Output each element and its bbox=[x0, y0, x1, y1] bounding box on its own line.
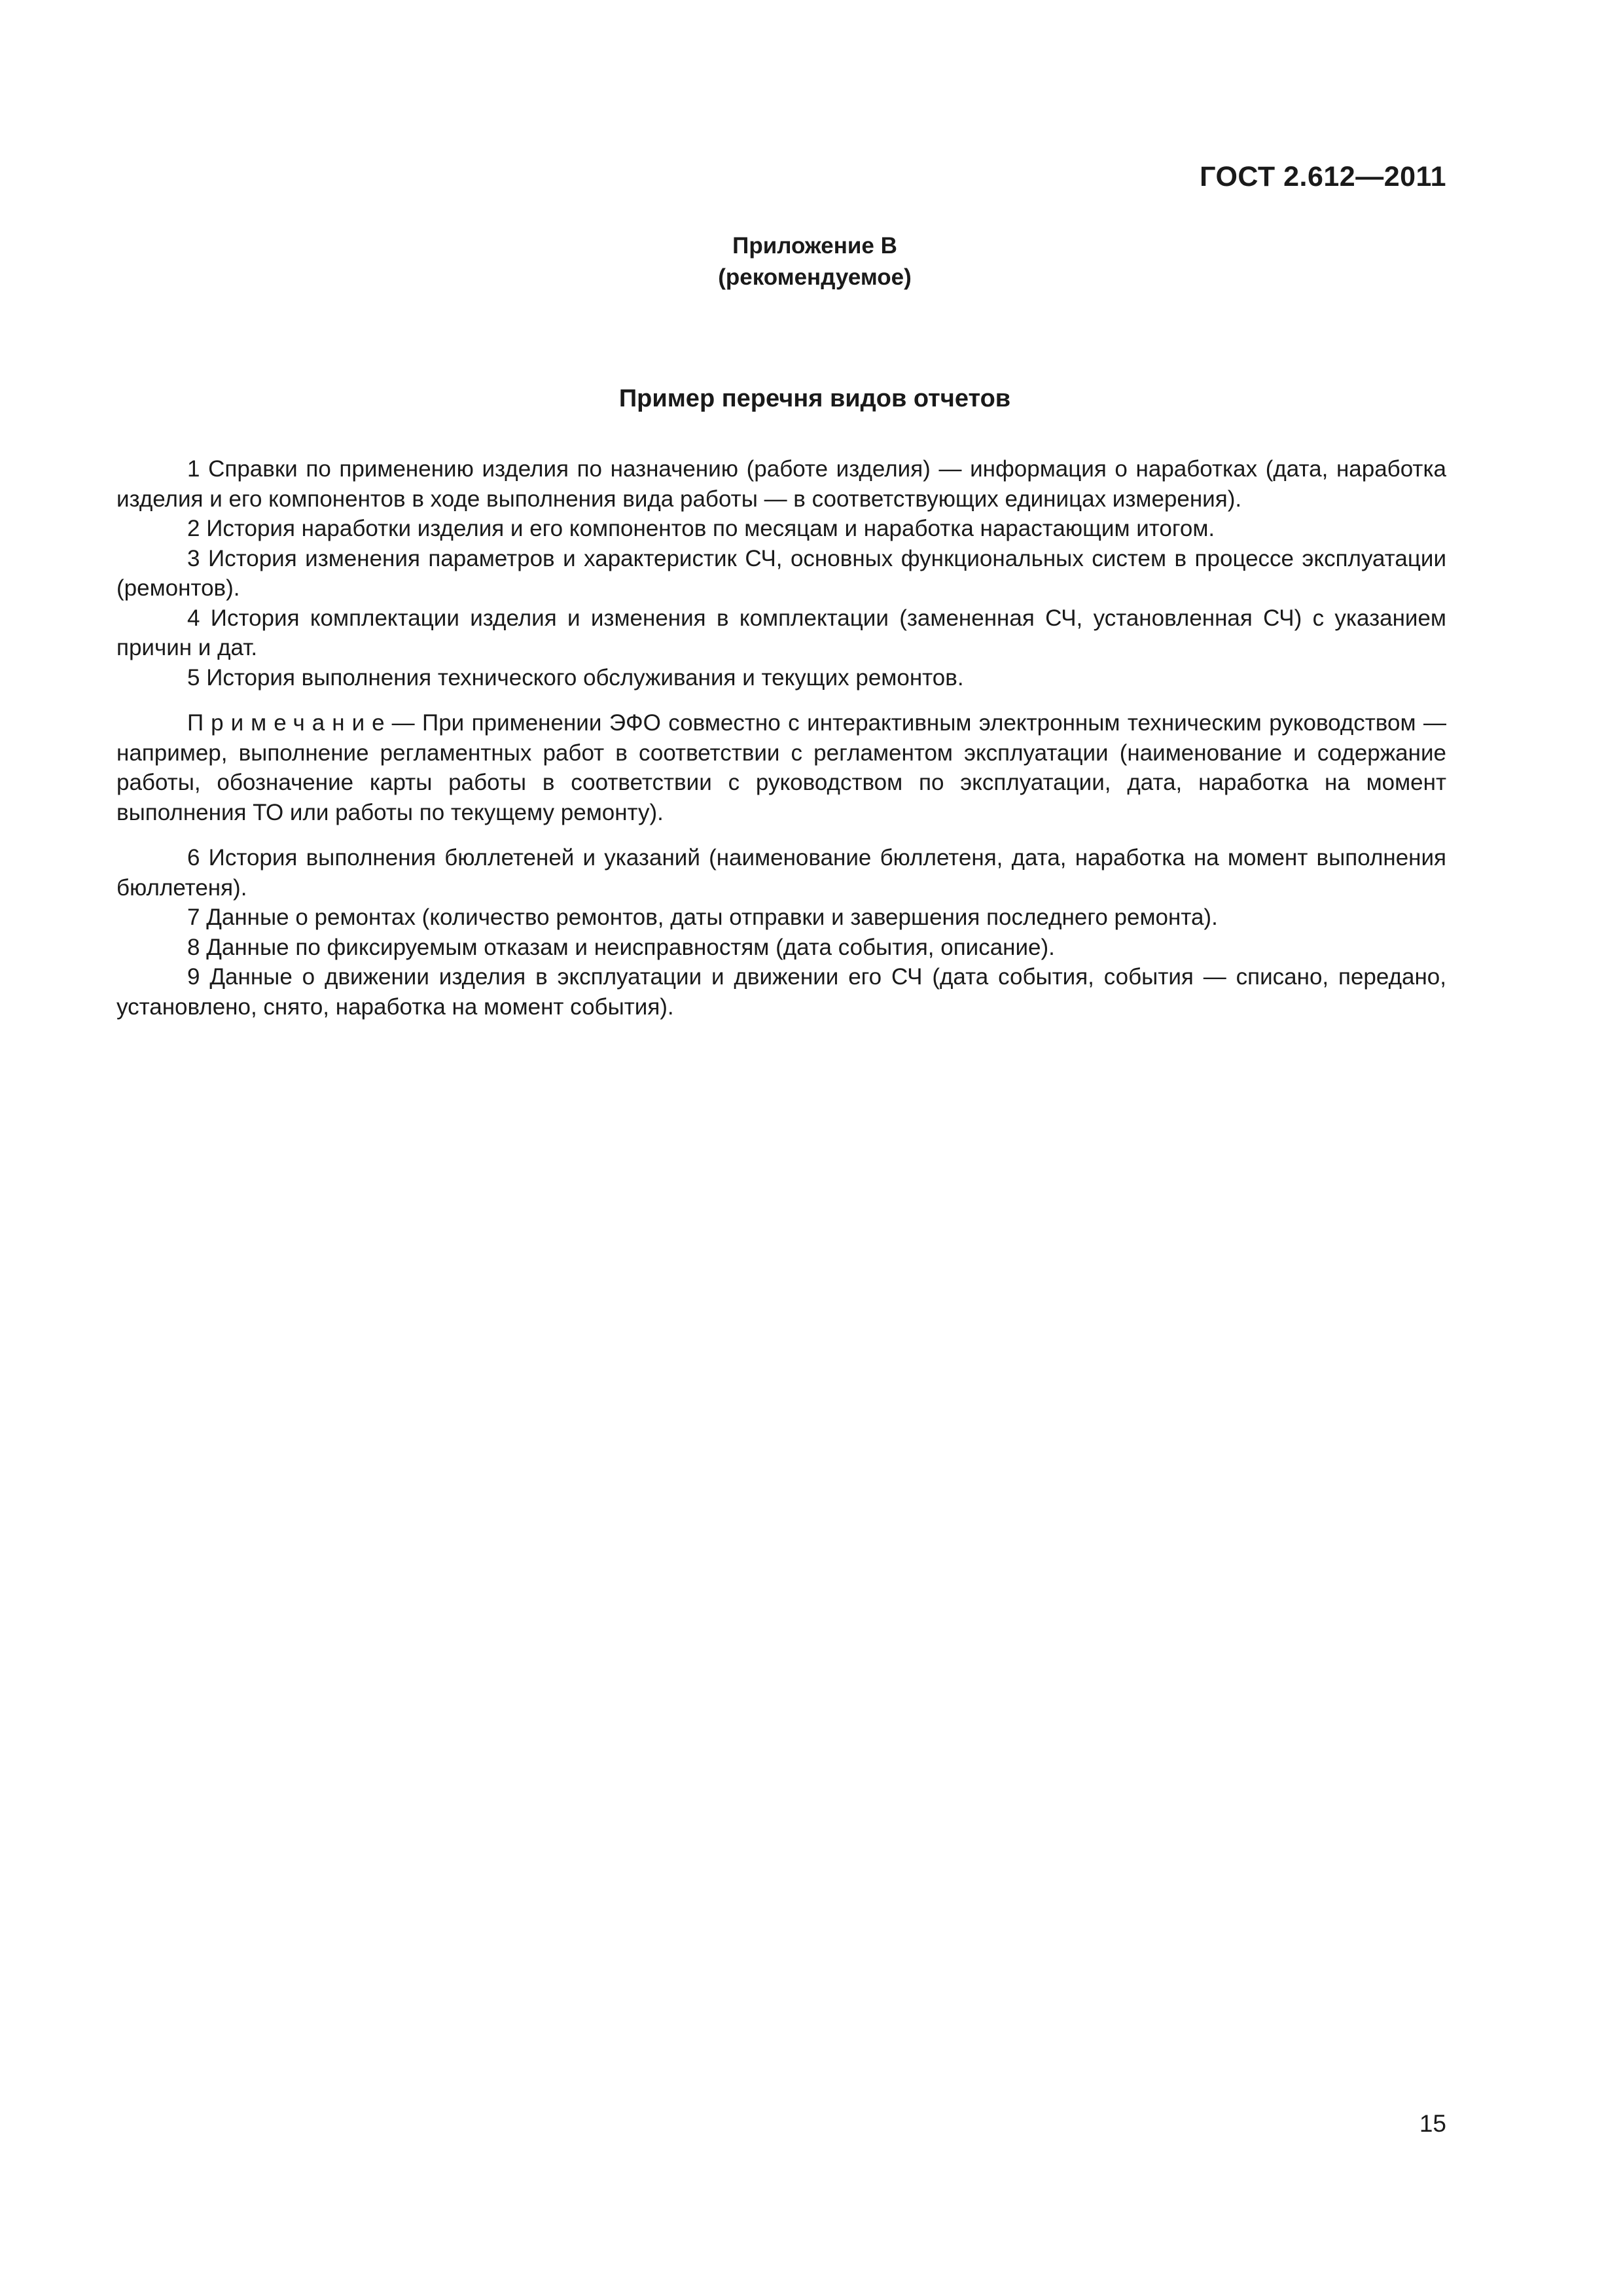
appendix-title: Приложение В bbox=[732, 233, 897, 259]
document-body bbox=[116, 454, 1446, 1022]
section-title: Пример перечня видов отчетов bbox=[618, 385, 1011, 412]
list-item: 6 История выполнения бюллетеней и указаний (наименование бюллетеня, дата, наработка на момент выполнения бюллетеня). bbox=[116, 845, 1446, 901]
appendix-heading bbox=[0, 230, 1623, 293]
list-item: 7 Данные о ремонтах (количество ремонтов, даты отправки и завершения последнего ремонта). bbox=[187, 905, 1218, 930]
page-number: 15 bbox=[1419, 2110, 1446, 2137]
list-item: 5 История выполнения технического обслуживания и текущих ремонтов. bbox=[187, 664, 964, 691]
note-label: Примечание bbox=[187, 710, 392, 736]
list-item: 4 История комплектации изделия и изменения в комплектации (замененная СЧ, установленная СЧ) с указанием причин и дат. bbox=[116, 605, 1446, 660]
list-item: 2 История наработки изделия и его компонентов по месяцам и наработка нарастающим итогом. bbox=[187, 516, 1215, 541]
standard-code: ГОСТ 2.612—2011 bbox=[1200, 161, 1446, 192]
note-text: — При применении ЭФО совместно с интерактивным электронным техническим руководством — например, выполнение регламентных работ в соответствии с регламентом эксплуатации (наименование и содержание работы, обозначение карты работы в соответствии с руководством по эксплуатации, дата, наработка на момент выполнения ТО или работы по текущему ремонту). bbox=[116, 710, 1446, 825]
list-item: 3 История изменения параметров и характеристик СЧ, основных функциональных систем в процессе эксплуатации (ремонтов). bbox=[116, 545, 1446, 601]
list-item: 8 Данные по фиксируемым отказам и неисправностям (дата события, описание). bbox=[187, 934, 1055, 960]
list-item: 1 Справки по применению изделия по назначению (работе изделия) — информация о наработках (дата, наработка изделия и его компонентов в ходе выполнения вида работы — в соответствующих единицах измерения). bbox=[116, 456, 1446, 512]
list-item: 9 Данные о движении изделия в эксплуатации и движении его СЧ (дата события, события — списано, передано, установлено, снято, наработка на момент события). bbox=[116, 964, 1446, 1020]
appendix-status: (рекомендуемое) bbox=[718, 264, 912, 290]
note-paragraph bbox=[116, 708, 1446, 827]
